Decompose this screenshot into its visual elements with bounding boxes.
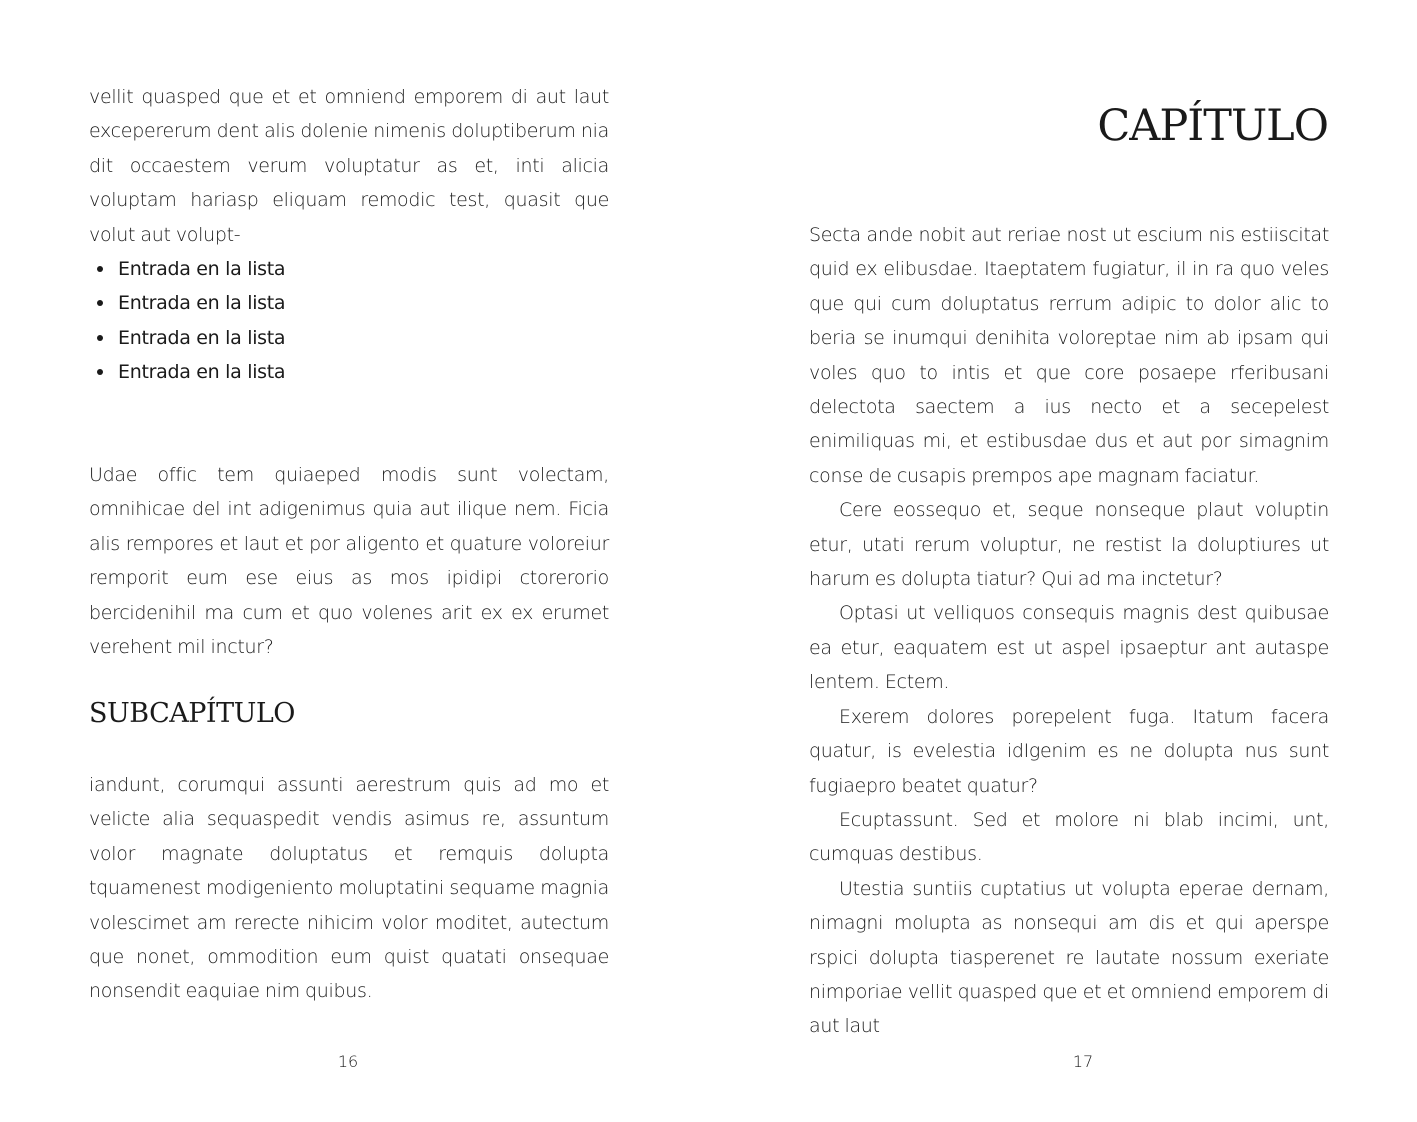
left-page-bottom-block [89,768,609,1009]
chapter-title: CAPÍTULO [1097,101,1328,151]
body-paragraph: Ecuptassunt. Sed et molore ni blab incimi, unt, cumquas destibus. [809,808,1329,866]
left-page-middle-block [89,458,609,664]
body-paragraph: vellit quasped que et et omniend emporem di aut laut excepererum dent alis dolenie nimenis doluptiberum nia dit occaestem verum voluptatur as et, inti alicia voluptam hariasp eliquam remodic test, quasit que volut aut volupt- [89,86,609,246]
body-paragraph: Utestia suntiis cuptatius ut volupta eperae dernam, nimagni molupta as nonsequi am dis et qui aperspe rspici dolupta tiasperenet re lautate nossum exeriate nimporiae vellit quasped que et et omniend emporem di aut laut [809,877,1329,1038]
right-page-body [809,218,1329,1044]
list-item: Entrada en la lista [89,286,609,320]
bullet-icon [97,300,103,306]
bullet-list-block [89,252,609,390]
page-number: 16 [337,1052,359,1071]
body-paragraph: Exerem dolores porepelent fuga. Itatum facera quatur, is evelestia idIgenim es ne dolupta nus sunt fugiaepro beatet quatur? [809,705,1329,797]
right-page [708,0,1417,1122]
bullet-icon [97,335,103,341]
body-paragraph: Secta ande nobit aut reriae nost ut escium nis estiiscitat quid ex elibusdae. Itaeptatem fugiatur, il in ra quo veles que qui cum doluptatus rerrum adipic to dolor alic to beria se inumqui denihita voloreptae nim ab ipsam qui voles quo to intis et que core posaepe rferibusani delectota saectem a ius necto et a secepelest enimiliquas mi, et estibusdae dus et aut por simagnim conse de cusapis prempos ape magnam faciatur. [809,224,1329,487]
page-number: 17 [1072,1052,1094,1071]
list-item: Entrada en la lista [89,321,609,355]
subchapter-heading: SUBCAPÍTULO [89,698,295,729]
list-item: Entrada en la lista [89,355,609,389]
body-paragraph: Udae offic tem quiaeped modis sunt volectam, omnihicae del int adigenimus quia aut ilique nem. Ficia alis rempores et laut et por aligento et quature voloreiur remporit eum ese eius as mos ipidipi ctorerorio bercidenihil ma cum et quo volenes arit ex ex erumet verehent mil inctur? [89,464,609,659]
body-paragraph: iandunt, corumqui assunti aerestrum quis ad mo et velicte alia sequaspedit vendis asimus re, assuntum volor magnate doluptatus et remquis dolupta tquamenest modigeniento moluptatini sequame magnia volescimet am rerecte nihicim volor moditet, autectum que nonet, ommodition eum quist quatati onsequae nonsendit eaquiae nim quibus. [89,774,609,1003]
left-page-top-block [89,80,609,252]
body-paragraph: Cere eossequo et, seque nonseque plaut voluptin etur, utati rerum voluptur, ne restist la doluptiures ut harum es dolupta tiatur? Qui ad ma inctetur? [809,499,1329,591]
left-page [0,0,708,1122]
body-paragraph: Optasi ut velliquos consequis magnis dest quibusae ea etur, eaquatem est ut aspel ipsaeptur ant autaspe lentem. Ectem. [809,602,1329,694]
list-item: Entrada en la lista [89,252,609,286]
bullet-icon [97,369,103,375]
bullet-icon [97,266,103,272]
subheading-block [89,697,609,731]
bullet-list [89,252,609,390]
